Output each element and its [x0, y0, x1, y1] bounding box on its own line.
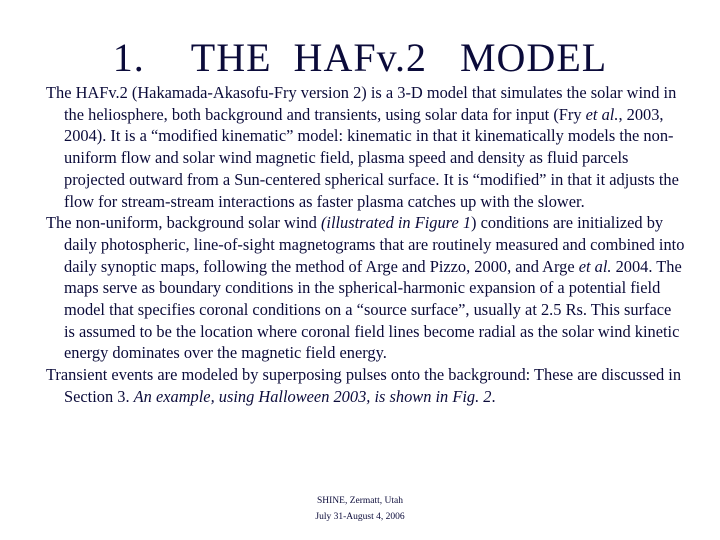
- text-run: , 2003, 2004). It is a “modified kinematic” model: kinematic in that it kinematically models the non-uniform flow and solar wind magnetic field, plasma speed and density as fluid parcels projected outward from a Sun-centered spherical surface. It is “modified” in that it adjusts the flow for stream-stream interactions as faster plasma catches up with the slower.: [64, 104, 679, 211]
- italic-run: (illustrated in Figure 1: [320, 213, 472, 233]
- footer-date: July 31-August 4, 2006: [315, 512, 405, 522]
- paragraph-model-overview: [46, 82, 686, 212]
- text-run: ) conditions are initialized by daily photospheric, line-of-sight magnetograms that are routinely measured and combined into daily synoptic maps, following the method of Arge and Pizzo, 2000, and Arge: [64, 213, 685, 276]
- paragraph-transient-events: [46, 364, 686, 407]
- slide-title: [0, 34, 720, 81]
- text-run: 2004. The maps serve as boundary conditions in the spherical-harmonic expansion of a potential field model that specifies coronal conditions on a “source surface”, usually at 2.5 Rs. This surface is assumed to be the location where coronal field lines become radial as the solar wind kinetic energy dominates over the magnetic field energy.: [64, 256, 682, 363]
- text-run: The non-uniform, background solar wind: [46, 213, 321, 233]
- text-run: Transient events are modeled by superposing pulses onto the background: These are discussed in Section 3.: [46, 365, 682, 406]
- paragraph-background-wind: [46, 212, 686, 364]
- italic-run: et al.: [585, 104, 619, 124]
- italic-run: et al.: [578, 256, 612, 276]
- italic-run: An example, using Halloween 2003, is shown in Fig. 2: [133, 386, 492, 406]
- title-text: THE HAFv.2 MODEL: [190, 35, 608, 80]
- footer-venue: SHINE, Zermatt, Utah: [316, 496, 403, 506]
- section-number: 1.: [112, 35, 145, 80]
- body-text: [46, 82, 686, 408]
- text-run: The HAFv.2 (Hakamada-Akasofu-Fry version 2) is a 3-D model that simulates the solar wind in the heliosphere, both background and transients, using solar data for input (Fry: [46, 83, 677, 124]
- text-run: .: [491, 386, 496, 406]
